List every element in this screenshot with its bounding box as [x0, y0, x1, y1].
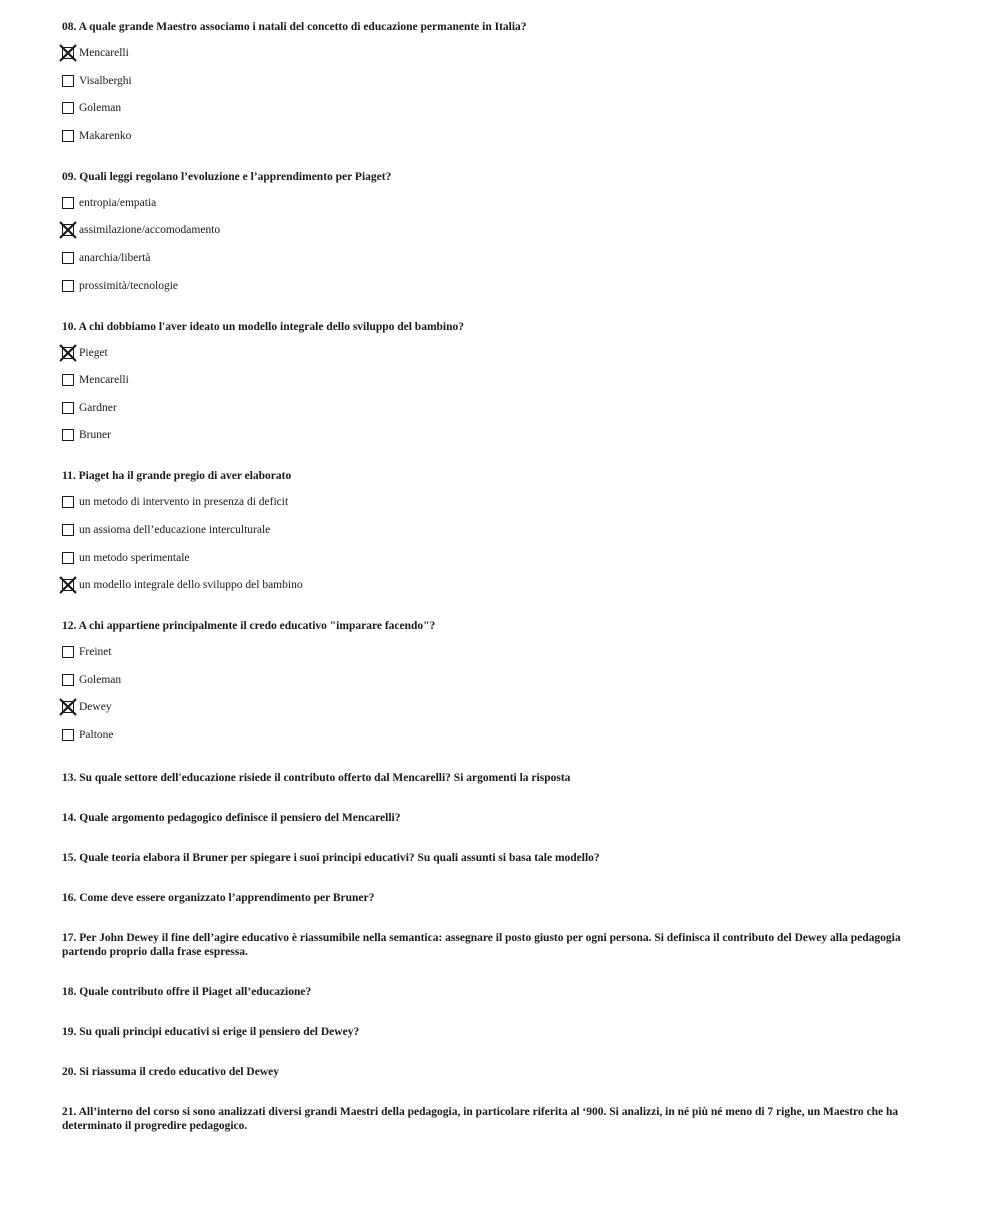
question-text: 13. Su quale settore dell'educazione risiede il contributo offerto dal Mencarelli? Si argomenti la risposta — [62, 771, 571, 784]
checkbox[interactable] — [62, 429, 74, 441]
check-x-mark — [58, 343, 78, 363]
option-label: un metodo sperimentale — [79, 551, 190, 564]
check-x-mark — [58, 220, 78, 240]
question-14 — [62, 811, 942, 825]
question-12 — [62, 619, 942, 743]
question-text: 15. Quale teoria elabora il Bruner per spiegare i suoi principi educativi? Su quali assunti si basa tale modello? — [62, 851, 600, 864]
option-row[interactable] — [62, 45, 942, 61]
question-text: 11. Piaget ha il grande pregio di aver elaborato — [62, 470, 292, 483]
question-text: 19. Su quali principi educativi si erige il pensiero del Dewey? — [62, 1025, 360, 1038]
option-row[interactable] — [62, 577, 942, 593]
quiz-page — [62, 20, 942, 1159]
checkbox[interactable] — [62, 252, 74, 264]
option-row[interactable] — [62, 100, 942, 116]
open-questions — [62, 771, 942, 1133]
option-label: Mencarelli — [79, 374, 129, 387]
option-label: un assioma dell’educazione interculturale — [79, 523, 271, 536]
checkbox[interactable] — [62, 197, 74, 209]
question-text: 09. Quali leggi regolano l’evoluzione e l’apprendimento per Piaget? — [62, 170, 392, 183]
option-label: Goleman — [79, 102, 122, 115]
option-row[interactable] — [62, 644, 942, 660]
question-20 — [62, 1065, 942, 1079]
question-21 — [62, 1105, 942, 1133]
checkbox[interactable] — [62, 674, 74, 686]
checkbox[interactable] — [62, 130, 74, 142]
option-label: un metodo di intervento in presenza di deficit — [79, 496, 289, 509]
option-row[interactable] — [62, 195, 942, 211]
question-08 — [62, 20, 942, 144]
question-15 — [62, 851, 942, 865]
question-text: 16. Come deve essere organizzato l’apprendimento per Bruner? — [62, 891, 375, 904]
option-row[interactable] — [62, 278, 942, 294]
option-row[interactable] — [62, 250, 942, 266]
question-18 — [62, 985, 942, 999]
question-10 — [62, 320, 942, 444]
option-row[interactable] — [62, 222, 942, 238]
checkbox[interactable] — [62, 402, 74, 414]
checkbox[interactable] — [62, 47, 74, 59]
checkbox[interactable] — [62, 224, 74, 236]
question-13 — [62, 771, 942, 785]
option-label: un modello integrale dello sviluppo del bambino — [79, 579, 303, 592]
option-label: Goleman — [79, 673, 122, 686]
option-label: Dewey — [79, 701, 112, 714]
option-row[interactable] — [62, 427, 942, 443]
option-row[interactable] — [62, 345, 942, 361]
option-label: prossimità/tecnologie — [79, 279, 179, 292]
checkbox[interactable] — [62, 102, 74, 114]
option-row[interactable] — [62, 522, 942, 538]
checkbox[interactable] — [62, 75, 74, 87]
option-label: anarchia/libertà — [79, 251, 151, 264]
option-label: Freinet — [79, 646, 112, 659]
option-label: Makarenko — [79, 129, 132, 142]
option-row[interactable] — [62, 372, 942, 388]
option-row[interactable] — [62, 727, 942, 743]
option-row[interactable] — [62, 400, 942, 416]
option-label: Paltone — [79, 728, 114, 741]
question-19 — [62, 1025, 942, 1039]
option-label: Visalberghi — [79, 74, 132, 87]
checkbox[interactable] — [62, 552, 74, 564]
question-text: 18. Quale contributo offre il Piaget all’educazione? — [62, 985, 312, 998]
option-label: Bruner — [79, 429, 111, 442]
checkbox[interactable] — [62, 496, 74, 508]
option-row[interactable] — [62, 128, 942, 144]
question-09 — [62, 170, 942, 294]
question-text: 21. All’interno del corso si sono analizzati diversi grandi Maestri della pedagogia, in particolare riferita al ‘900. Si analizzi, in né più né meno di 7 righe, un Maestro che ha determinato il progredire pedagogico. — [62, 1105, 899, 1132]
option-label: Pieget — [79, 346, 108, 359]
option-row[interactable] — [62, 699, 942, 715]
option-label: Mencarelli — [79, 47, 129, 59]
question-16 — [62, 891, 942, 905]
option-label: entropia/empatia — [79, 196, 157, 209]
question-text: 14. Quale argomento pedagogico definisce il pensiero del Mencarelli? — [62, 811, 401, 824]
checkbox[interactable] — [62, 374, 74, 386]
question-text: 10. A chi dobbiamo l'aver ideato un modello integrale dello sviluppo del bambino? — [62, 320, 465, 333]
checkbox[interactable] — [62, 701, 74, 713]
check-x-mark — [58, 43, 78, 63]
check-x-mark — [58, 575, 78, 595]
checkbox[interactable] — [62, 280, 74, 292]
question-text: 20. Si riassuma il credo educativo del Dewey — [62, 1065, 279, 1078]
option-label: assimilazione/accomodamento — [79, 224, 221, 237]
option-row[interactable] — [62, 494, 942, 510]
option-row[interactable] — [62, 672, 942, 688]
option-row[interactable] — [62, 73, 942, 89]
question-11 — [62, 469, 942, 593]
check-x-mark — [58, 697, 78, 717]
checkbox[interactable] — [62, 646, 74, 658]
option-row[interactable] — [62, 550, 942, 566]
checkbox[interactable] — [62, 524, 74, 536]
checkbox[interactable] — [62, 347, 74, 359]
question-text: 17. Per John Dewey il fine dell’agire educativo è riassumibile nella semantica: assegnare il posto giusto per ogni persona. Si definisca il contributo del Dewey alla pedagogia partendo proprio dalla frase espressa. — [62, 931, 901, 958]
checkbox[interactable] — [62, 579, 74, 591]
option-label: Gardner — [79, 401, 117, 414]
question-text: 08. A quale grande Maestro associamo i natali del concetto di educazione permanente in Italia? — [62, 21, 527, 33]
checkbox[interactable] — [62, 729, 74, 741]
question-text: 12. A chi appartiene principalmente il credo educativo "imparare facendo"? — [62, 620, 436, 633]
question-17 — [62, 931, 942, 959]
